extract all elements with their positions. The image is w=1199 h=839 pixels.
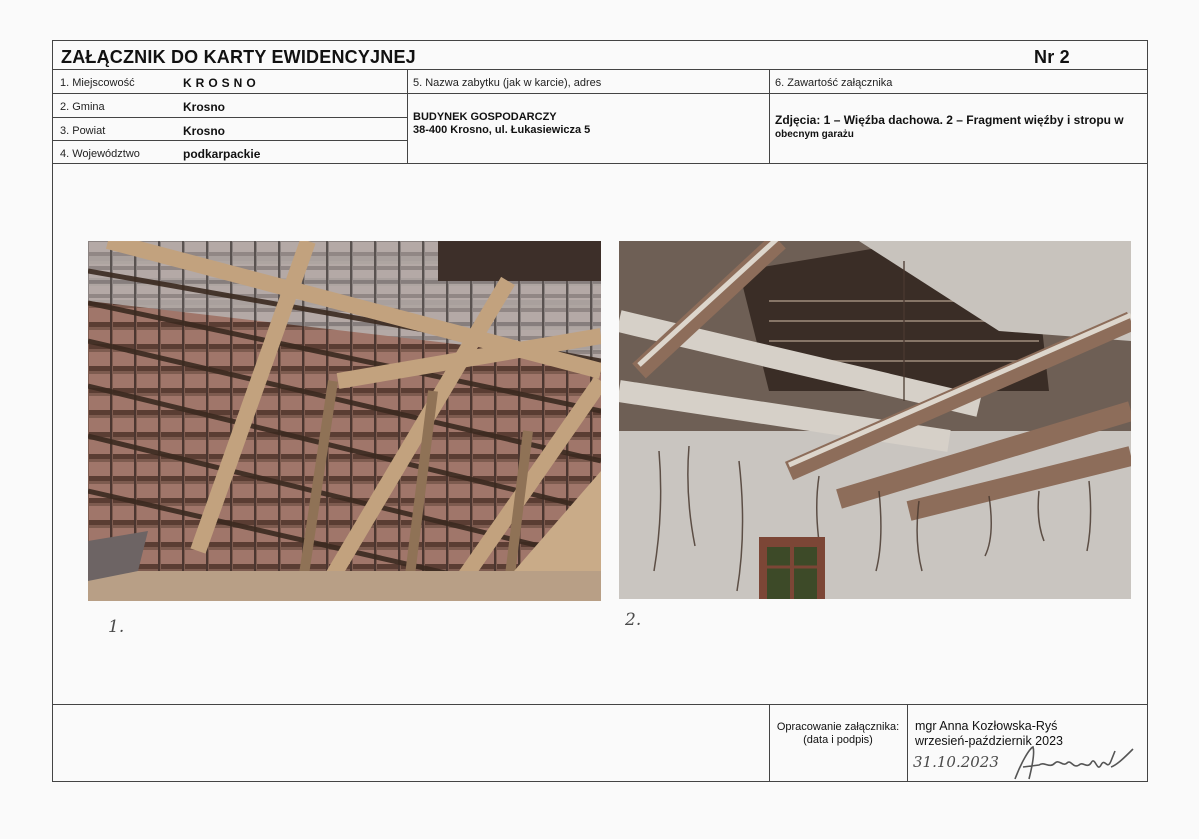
photo-roof-truss: [88, 241, 601, 601]
powiat-label: 3. Powiat: [60, 125, 106, 137]
nazwa-zabytku-line1: BUDYNEK GOSPODARCZY: [413, 111, 557, 123]
annex-number: Nr 2: [1034, 47, 1070, 67]
photo1-caption: 1.: [108, 617, 125, 637]
page-title: ZAŁĄCZNIK DO KARTY EWIDENCYJNEJ: [61, 47, 416, 67]
photo2-caption: 2.: [625, 610, 642, 630]
nazwa-zabytku-label: 5. Nazwa zabytku (jak w karcie), adres: [413, 77, 602, 89]
powiat-value: Krosno: [183, 124, 225, 138]
annex-sheet: [52, 40, 1148, 782]
miejscowosc-value: KROSNO: [183, 76, 260, 90]
photo-garage-ceiling: [619, 241, 1131, 599]
gmina-label: 2. Gmina: [60, 101, 105, 113]
footer-label: Opracowanie załącznika:: [776, 721, 900, 733]
gmina-value: Krosno: [183, 100, 225, 114]
footer-period: wrzesień-październik 2023: [915, 734, 1063, 748]
miejscowosc-label: 1. Miejscowość: [60, 77, 135, 89]
zawartosc-line1: Zdjęcia: 1 – Więźba dachowa. 2 – Fragment więźby i stropu w: [775, 113, 1124, 127]
wojewodztwo-label: 4. Województwo: [60, 148, 140, 160]
footer-sublabel: (data i podpis): [803, 734, 873, 746]
handwritten-date: 31.10.2023: [913, 753, 999, 771]
signature: [1011, 743, 1136, 788]
footer-author: mgr Anna Kozłowska-Ryś: [915, 719, 1058, 733]
nazwa-zabytku-address: 38-400 Krosno, ul. Łukasiewicza 5: [413, 124, 591, 136]
wojewodztwo-value: podkarpackie: [183, 147, 261, 161]
zawartosc-label: 6. Zawartość załącznika: [775, 77, 893, 89]
zawartosc-line2: obecnym garażu: [775, 129, 854, 140]
